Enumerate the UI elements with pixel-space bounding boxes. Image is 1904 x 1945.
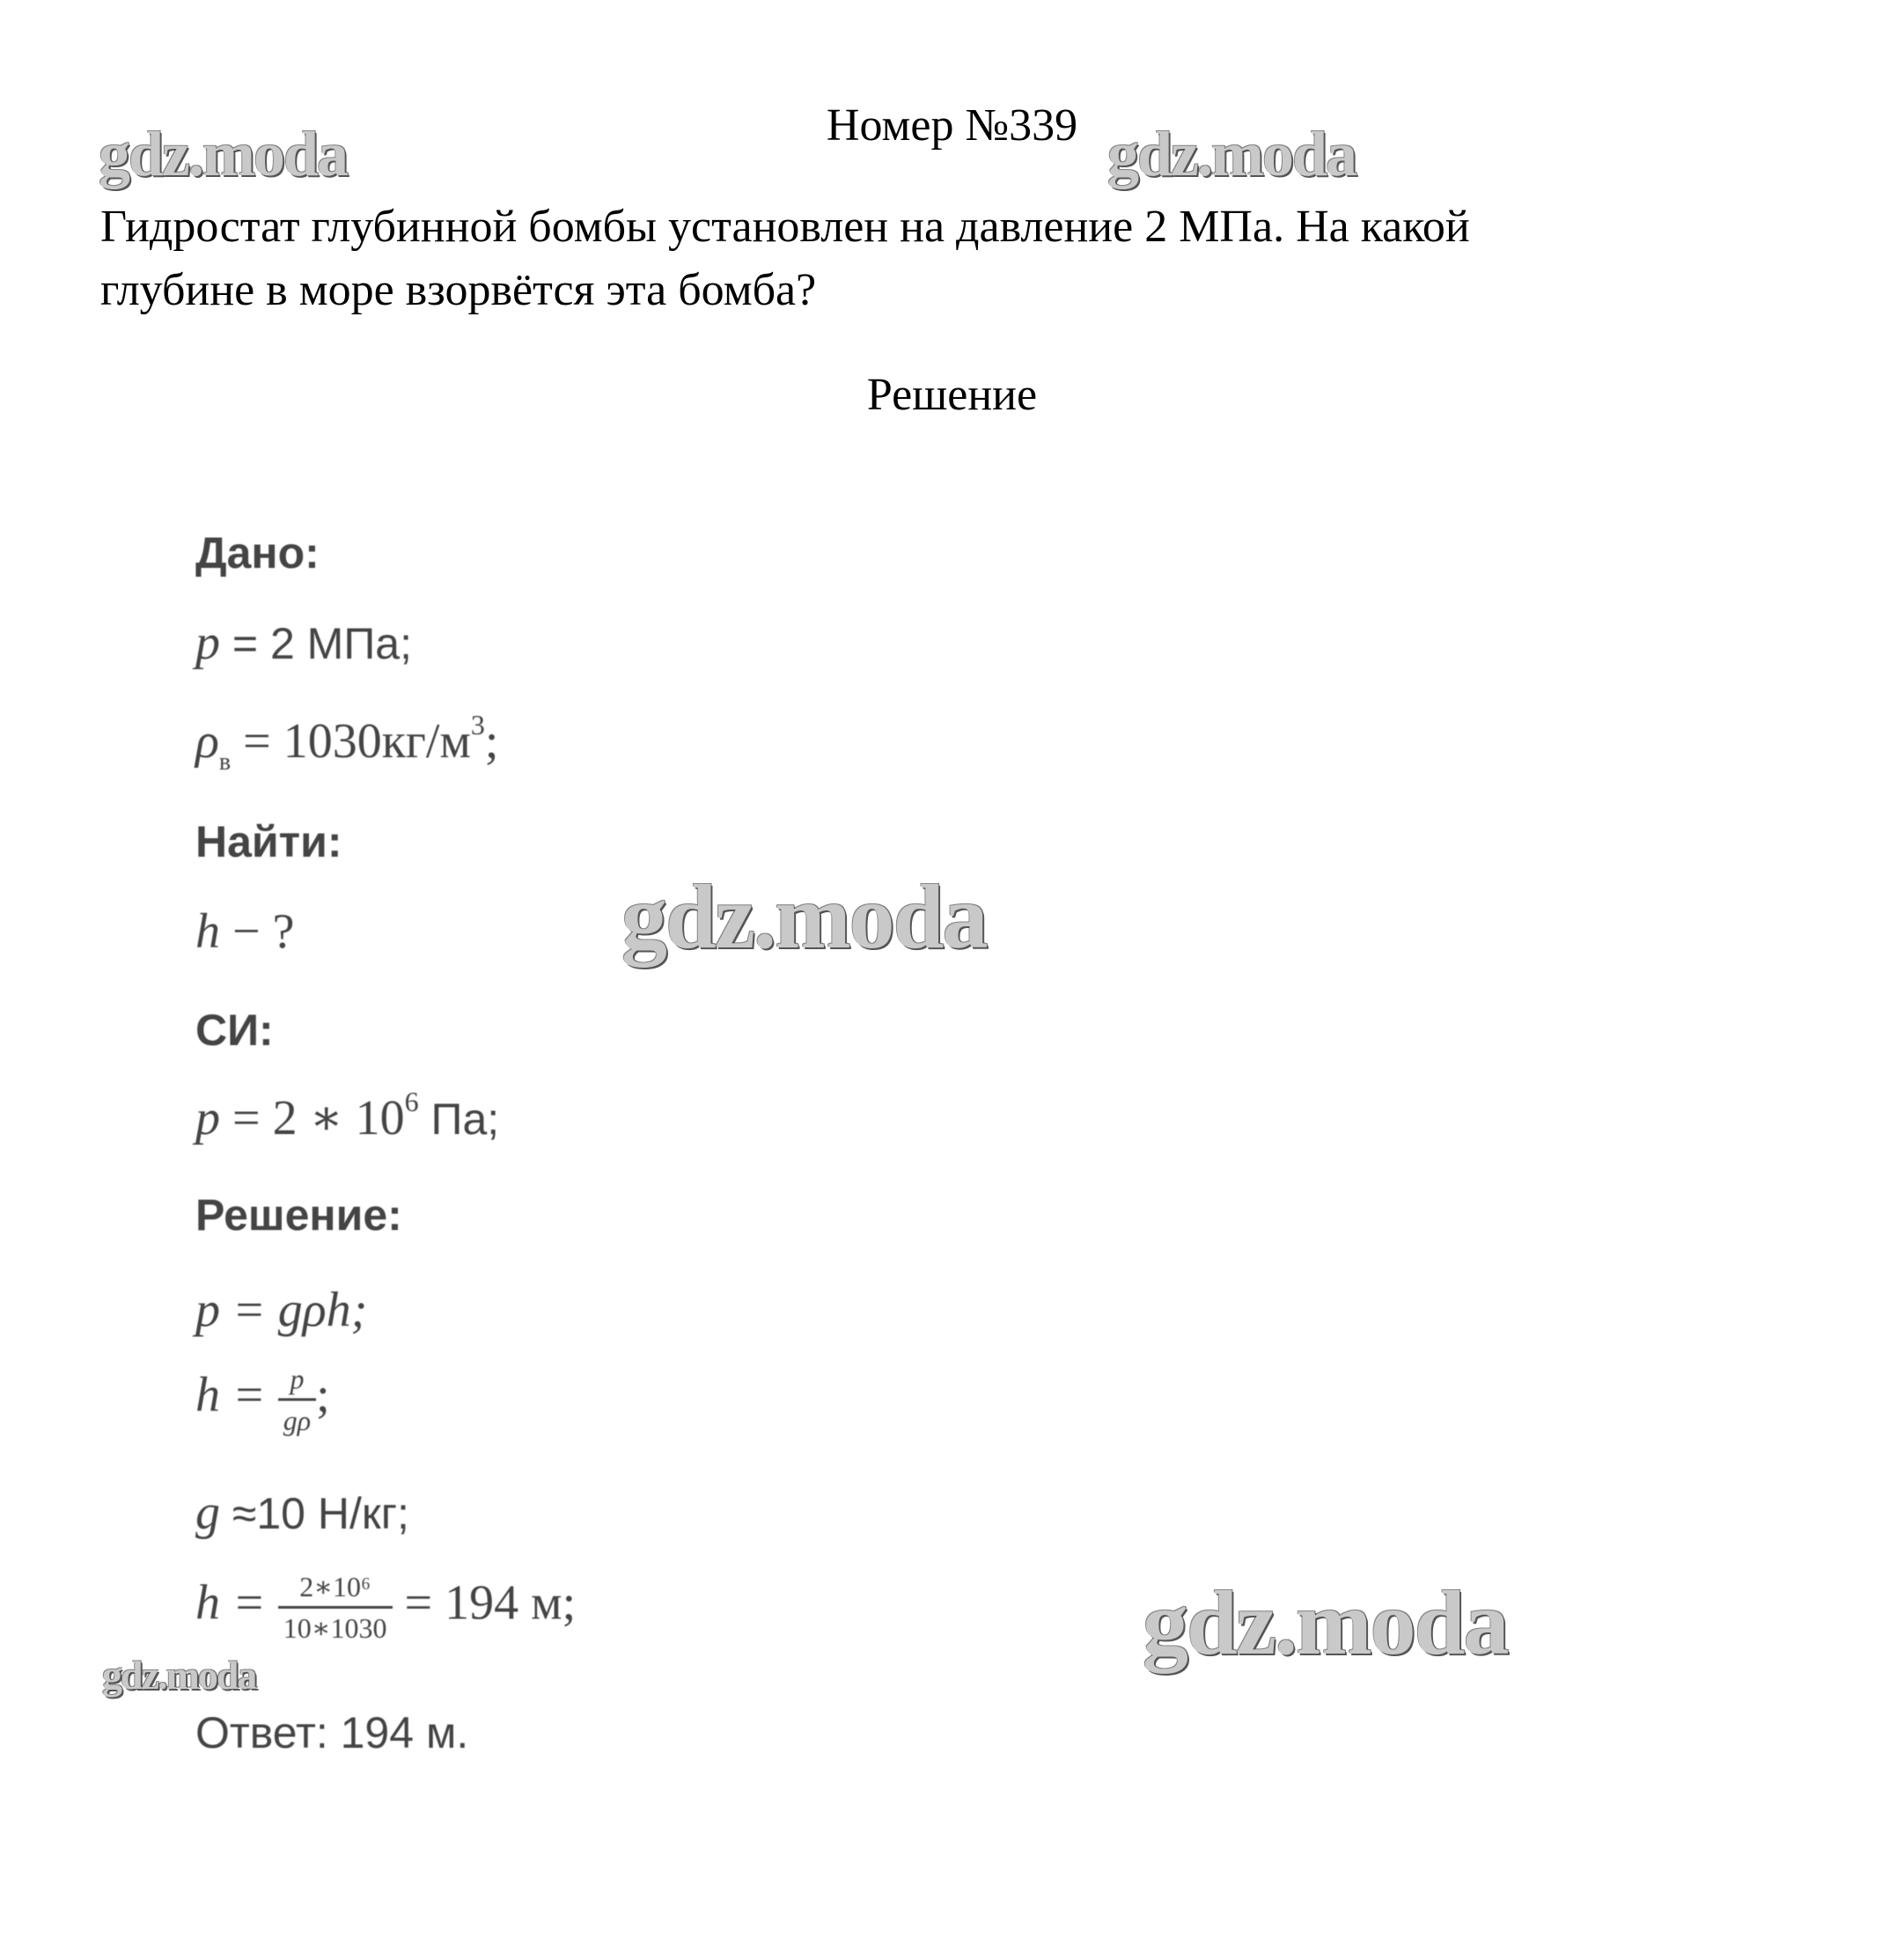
symbol-h: h [195,904,220,959]
formula-depth-fraction [278,1363,316,1436]
symbol-rho-subscript: в [218,748,232,776]
si-label: СИ: [195,1006,274,1055]
watermark-logo: gdz.moda [621,866,987,968]
si-pressure-value: = 2 ∗ 10 [220,1091,405,1146]
problem-statement [100,195,1773,322]
calc-lhs: h = [195,1575,278,1631]
watermark-logo: gdz.moda [1107,119,1356,189]
problem-line-2: глубине в море взорвётся эта бомба? [100,265,817,315]
calc-result: = 194 м; [392,1575,577,1631]
formula-pressure: p = gρh; [195,1283,368,1337]
solve-label: Решение: [195,1190,402,1240]
calc-numerator: 2∗10⁶ [278,1571,393,1609]
problem-line-1: Гидростат глубинной бомбы установлен на давление 2 МПа. На какой [100,202,1470,252]
watermark-logo: gdz.moda [99,119,348,189]
symbol-p: p [195,1091,220,1146]
si-pressure [195,1086,500,1146]
si-pressure-exponent: 6 [404,1086,419,1117]
depth-calculation [195,1571,576,1644]
density-unit-exponent: 3 [470,709,485,740]
calc-fraction [278,1571,393,1644]
given-density-end: ; [484,714,499,769]
fraction-numerator: p [278,1363,316,1401]
answer: Ответ: 194 м. [195,1708,469,1757]
calc-denominator: 10∗1030 [283,1612,387,1644]
find-label: Найти: [195,817,342,866]
given-density [195,709,499,776]
given-label: Дано: [195,528,320,578]
symbol-p: p [195,615,220,670]
find-depth [195,905,294,959]
page-title: Номер №339 [826,100,1078,151]
formula-depth [195,1363,330,1436]
given-pressure [195,616,412,670]
solution-heading: Решение [866,370,1038,420]
gravity-rest: ≈10 Н/кг; [220,1489,409,1538]
watermark-logo: gdz.moda [102,1653,256,1698]
si-pressure-unit: Па; [418,1094,500,1144]
watermark-logo: gdz.moda [1143,1573,1508,1674]
given-pressure-value: = 2 МПа; [220,619,412,668]
fraction-denominator: gρ [283,1404,312,1436]
symbol-g: g [195,1485,220,1540]
symbol-rho: ρ [195,714,219,769]
gravity-value [195,1486,409,1540]
formula-depth-lhs: h = [195,1367,278,1423]
given-density-value: = 1030кг/м [231,714,471,769]
find-depth-rest: − ? [220,904,295,959]
formula-depth-end: ; [316,1367,330,1423]
